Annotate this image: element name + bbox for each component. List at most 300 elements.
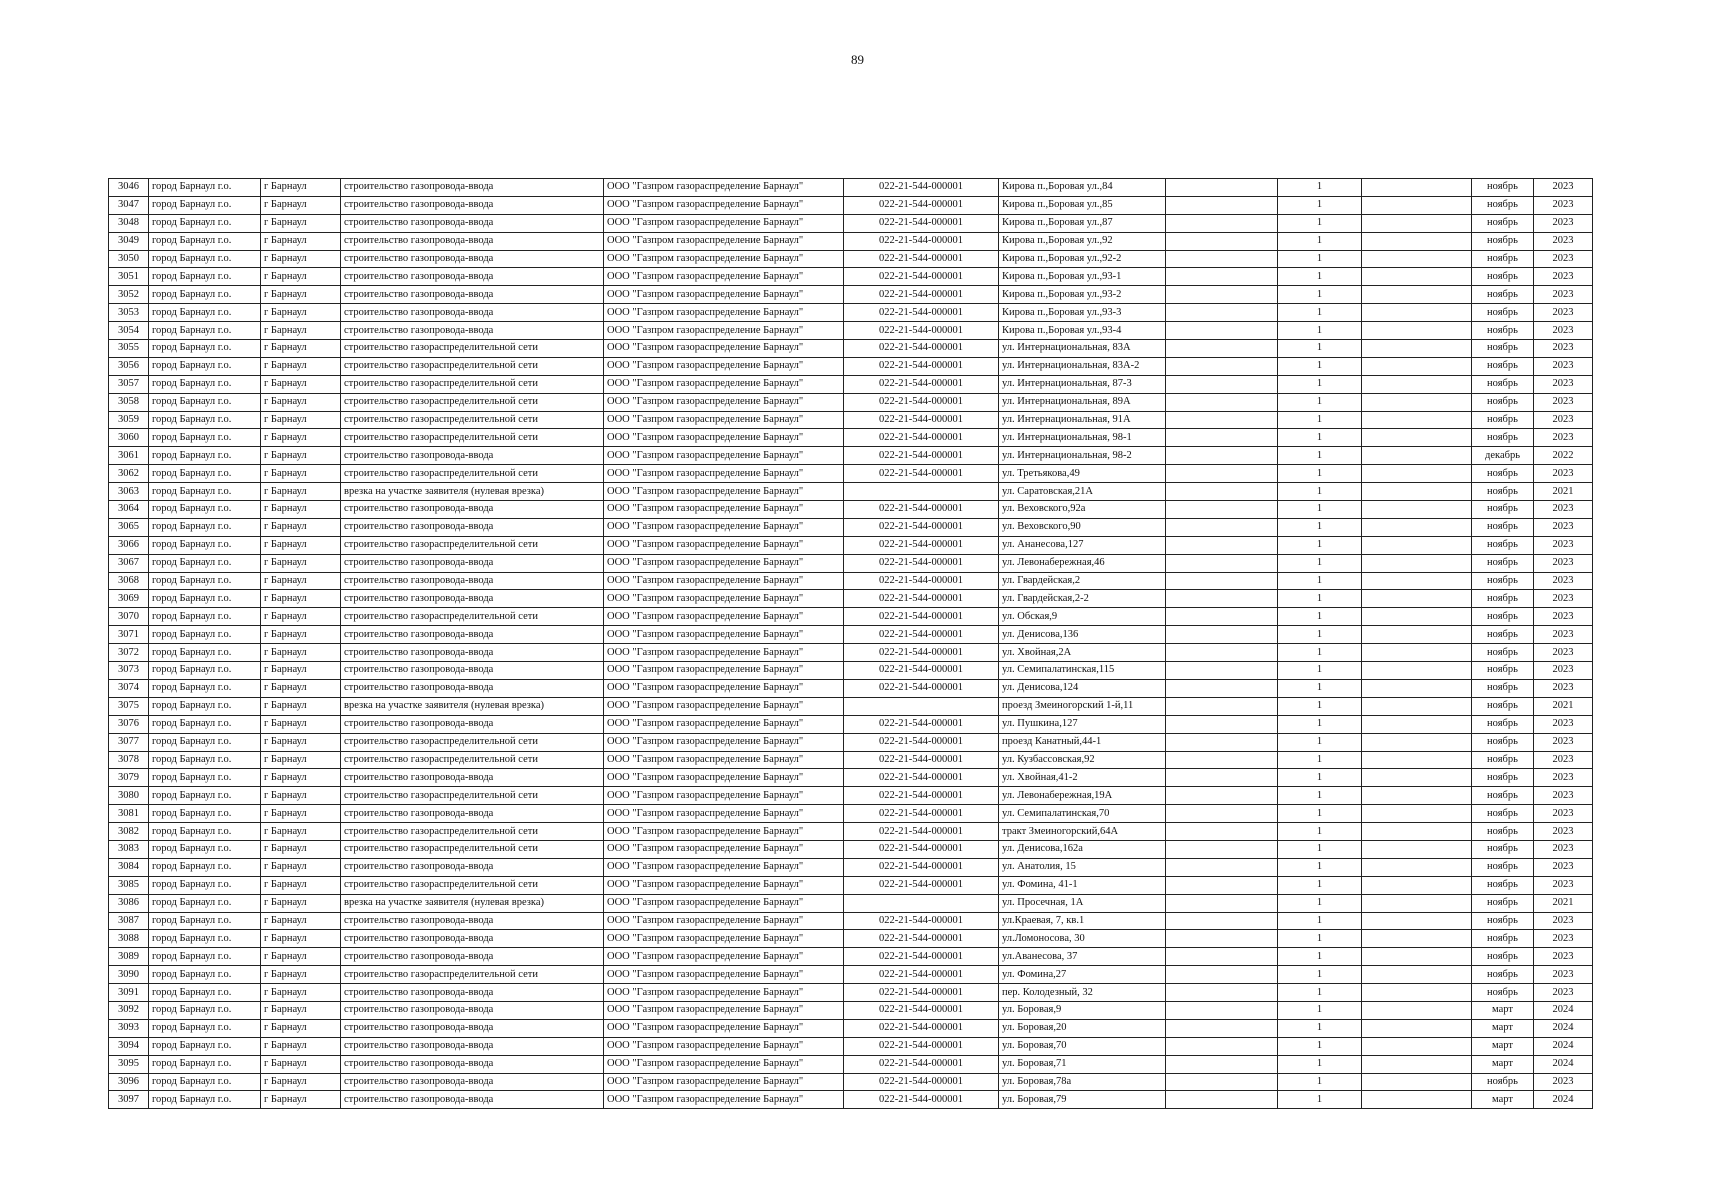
year-cell: 2023 [1534, 823, 1593, 841]
municipality-cell: город Барнаул г.о. [149, 1055, 261, 1073]
empty-col-2-cell [1362, 715, 1472, 733]
year-cell: 2023 [1534, 357, 1593, 375]
row-number-cell: 3048 [109, 214, 149, 232]
organization-cell: ООО "Газпром газораспределение Барнаул" [604, 268, 844, 286]
program-code-cell: 022-21-544-000001 [844, 1019, 999, 1037]
table-row [109, 805, 1593, 823]
address-cell: Кирова п.,Боровая ул.,92-2 [999, 250, 1166, 268]
year-cell: 2023 [1534, 286, 1593, 304]
program-code-cell: 022-21-544-000001 [844, 375, 999, 393]
program-code-cell: 022-21-544-000001 [844, 984, 999, 1002]
program-code-cell: 022-21-544-000001 [844, 340, 999, 358]
quantity-cell: 1 [1278, 984, 1362, 1002]
empty-col-2-cell [1362, 823, 1472, 841]
table-row [109, 357, 1593, 375]
month-cell: ноябрь [1472, 179, 1534, 197]
year-cell: 2023 [1534, 518, 1593, 536]
quantity-cell: 1 [1278, 357, 1362, 375]
settlement-cell: г Барнаул [261, 805, 341, 823]
municipality-cell: город Барнаул г.о. [149, 447, 261, 465]
address-cell: ул. Семипалатинская,115 [999, 662, 1166, 680]
row-number-cell: 3074 [109, 679, 149, 697]
quantity-cell: 1 [1278, 1091, 1362, 1109]
organization-cell: ООО "Газпром газораспределение Барнаул" [604, 679, 844, 697]
settlement-cell: г Барнаул [261, 286, 341, 304]
program-code-cell: 022-21-544-000001 [844, 268, 999, 286]
settlement-cell: г Барнаул [261, 966, 341, 984]
work-type-cell: строительство газораспределительной сети [341, 823, 604, 841]
settlement-cell: г Барнаул [261, 590, 341, 608]
quantity-cell: 1 [1278, 304, 1362, 322]
organization-cell: ООО "Газпром газораспределение Барнаул" [604, 966, 844, 984]
month-cell: ноябрь [1472, 787, 1534, 805]
month-cell: ноябрь [1472, 948, 1534, 966]
year-cell: 2023 [1534, 679, 1593, 697]
settlement-cell: г Барнаул [261, 679, 341, 697]
quantity-cell: 1 [1278, 608, 1362, 626]
quantity-cell: 1 [1278, 250, 1362, 268]
table-row [109, 840, 1593, 858]
empty-col-2-cell [1362, 590, 1472, 608]
work-type-cell: строительство газопровода-ввода [341, 662, 604, 680]
quantity-cell: 1 [1278, 501, 1362, 519]
empty-col-2-cell [1362, 876, 1472, 894]
month-cell: ноябрь [1472, 232, 1534, 250]
municipality-cell: город Барнаул г.о. [149, 1019, 261, 1037]
work-type-cell: строительство газораспределительной сети [341, 733, 604, 751]
year-cell: 2023 [1534, 196, 1593, 214]
program-code-cell: 022-21-544-000001 [844, 751, 999, 769]
page-number: 89 [851, 52, 864, 67]
year-cell: 2023 [1534, 411, 1593, 429]
address-cell: Кирова п.,Боровая ул.,85 [999, 196, 1166, 214]
organization-cell: ООО "Газпром газораспределение Барнаул" [604, 805, 844, 823]
address-cell: ул. Интернациональная, 89А [999, 393, 1166, 411]
settlement-cell: г Барнаул [261, 644, 341, 662]
organization-cell: ООО "Газпром газораспределение Барнаул" [604, 948, 844, 966]
settlement-cell: г Барнаул [261, 1073, 341, 1091]
municipality-cell: город Барнаул г.о. [149, 626, 261, 644]
table-row [109, 626, 1593, 644]
organization-cell: ООО "Газпром газораспределение Барнаул" [604, 823, 844, 841]
empty-col-cell [1166, 214, 1278, 232]
row-number-cell: 3046 [109, 179, 149, 197]
settlement-cell: г Барнаул [261, 751, 341, 769]
work-type-cell: строительство газопровода-ввода [341, 268, 604, 286]
empty-col-cell [1166, 679, 1278, 697]
municipality-cell: город Барнаул г.о. [149, 411, 261, 429]
empty-col-2-cell [1362, 858, 1472, 876]
row-number-cell: 3049 [109, 232, 149, 250]
row-number-cell: 3047 [109, 196, 149, 214]
row-number-cell: 3091 [109, 984, 149, 1002]
year-cell: 2023 [1534, 930, 1593, 948]
empty-col-2-cell [1362, 787, 1472, 805]
quantity-cell: 1 [1278, 1019, 1362, 1037]
organization-cell: ООО "Газпром газораспределение Барнаул" [604, 286, 844, 304]
organization-cell: ООО "Газпром газораспределение Барнаул" [604, 644, 844, 662]
settlement-cell: г Барнаул [261, 715, 341, 733]
program-code-cell: 022-21-544-000001 [844, 232, 999, 250]
empty-col-2-cell [1362, 948, 1472, 966]
empty-col-cell [1166, 411, 1278, 429]
settlement-cell: г Барнаул [261, 572, 341, 590]
quantity-cell: 1 [1278, 322, 1362, 340]
empty-col-2-cell [1362, 1091, 1472, 1109]
settlement-cell: г Барнаул [261, 340, 341, 358]
empty-col-cell [1166, 572, 1278, 590]
table-row [109, 644, 1593, 662]
program-code-cell: 022-21-544-000001 [844, 644, 999, 662]
work-type-cell: строительство газопровода-ввода [341, 286, 604, 304]
organization-cell: ООО "Газпром газораспределение Барнаул" [604, 232, 844, 250]
row-number-cell: 3078 [109, 751, 149, 769]
year-cell: 2023 [1534, 429, 1593, 447]
municipality-cell: город Барнаул г.о. [149, 1073, 261, 1091]
organization-cell: ООО "Газпром газораспределение Барнаул" [604, 608, 844, 626]
municipality-cell: город Барнаул г.о. [149, 536, 261, 554]
organization-cell: ООО "Газпром газораспределение Барнаул" [604, 214, 844, 232]
address-cell: ул. Ананесова,127 [999, 536, 1166, 554]
empty-col-cell [1166, 357, 1278, 375]
quantity-cell: 1 [1278, 268, 1362, 286]
month-cell: март [1472, 1055, 1534, 1073]
program-code-cell: 022-21-544-000001 [844, 501, 999, 519]
program-code-cell: 022-21-544-000001 [844, 876, 999, 894]
settlement-cell: г Барнаул [261, 662, 341, 680]
month-cell: ноябрь [1472, 536, 1534, 554]
program-code-cell: 022-21-544-000001 [844, 840, 999, 858]
empty-col-cell [1166, 554, 1278, 572]
quantity-cell: 1 [1278, 894, 1362, 912]
table-row [109, 1073, 1593, 1091]
organization-cell: ООО "Газпром газораспределение Барнаул" [604, 179, 844, 197]
quantity-cell: 1 [1278, 858, 1362, 876]
empty-col-cell [1166, 250, 1278, 268]
year-cell: 2023 [1534, 662, 1593, 680]
year-cell: 2021 [1534, 483, 1593, 501]
settlement-cell: г Барнаул [261, 840, 341, 858]
municipality-cell: город Барнаул г.о. [149, 679, 261, 697]
empty-col-cell [1166, 769, 1278, 787]
settlement-cell: г Барнаул [261, 608, 341, 626]
program-code-cell: 022-21-544-000001 [844, 733, 999, 751]
program-code-cell: 022-21-544-000001 [844, 1091, 999, 1109]
row-number-cell: 3077 [109, 733, 149, 751]
year-cell: 2023 [1534, 644, 1593, 662]
row-number-cell: 3060 [109, 429, 149, 447]
empty-col-2-cell [1362, 805, 1472, 823]
municipality-cell: город Барнаул г.о. [149, 340, 261, 358]
month-cell: ноябрь [1472, 930, 1534, 948]
year-cell: 2023 [1534, 250, 1593, 268]
settlement-cell: г Барнаул [261, 447, 341, 465]
program-code-cell: 022-21-544-000001 [844, 858, 999, 876]
year-cell: 2023 [1534, 787, 1593, 805]
quantity-cell: 1 [1278, 286, 1362, 304]
address-cell: ул. Хвойная,2А [999, 644, 1166, 662]
quantity-cell: 1 [1278, 769, 1362, 787]
address-cell: ул. Интернациональная, 98-1 [999, 429, 1166, 447]
work-type-cell: строительство газораспределительной сети [341, 411, 604, 429]
municipality-cell: город Барнаул г.о. [149, 250, 261, 268]
year-cell: 2023 [1534, 912, 1593, 930]
quantity-cell: 1 [1278, 179, 1362, 197]
organization-cell: ООО "Газпром газораспределение Барнаул" [604, 626, 844, 644]
empty-col-2-cell [1362, 214, 1472, 232]
year-cell: 2023 [1534, 805, 1593, 823]
address-cell: ул. Кузбассовская,92 [999, 751, 1166, 769]
month-cell: ноябрь [1472, 196, 1534, 214]
empty-col-cell [1166, 858, 1278, 876]
municipality-cell: город Барнаул г.о. [149, 912, 261, 930]
empty-col-cell [1166, 608, 1278, 626]
row-number-cell: 3075 [109, 697, 149, 715]
row-number-cell: 3080 [109, 787, 149, 805]
empty-col-cell [1166, 912, 1278, 930]
address-cell: ул. Гвардейская,2 [999, 572, 1166, 590]
month-cell: ноябрь [1472, 268, 1534, 286]
row-number-cell: 3051 [109, 268, 149, 286]
year-cell: 2023 [1534, 501, 1593, 519]
month-cell: декабрь [1472, 447, 1534, 465]
settlement-cell: г Барнаул [261, 894, 341, 912]
municipality-cell: город Барнаул г.о. [149, 751, 261, 769]
row-number-cell: 3070 [109, 608, 149, 626]
quantity-cell: 1 [1278, 429, 1362, 447]
program-code-cell: 022-21-544-000001 [844, 590, 999, 608]
table-row [109, 751, 1593, 769]
settlement-cell: г Барнаул [261, 930, 341, 948]
municipality-cell: город Барнаул г.о. [149, 823, 261, 841]
empty-col-cell [1166, 751, 1278, 769]
quantity-cell: 1 [1278, 787, 1362, 805]
empty-col-cell [1166, 590, 1278, 608]
empty-col-cell [1166, 501, 1278, 519]
year-cell: 2021 [1534, 697, 1593, 715]
empty-col-cell [1166, 340, 1278, 358]
settlement-cell: г Барнаул [261, 787, 341, 805]
organization-cell: ООО "Газпром газораспределение Барнаул" [604, 662, 844, 680]
month-cell: ноябрь [1472, 1073, 1534, 1091]
settlement-cell: г Барнаул [261, 465, 341, 483]
organization-cell: ООО "Газпром газораспределение Барнаул" [604, 858, 844, 876]
settlement-cell: г Барнаул [261, 232, 341, 250]
settlement-cell: г Барнаул [261, 429, 341, 447]
row-number-cell: 3068 [109, 572, 149, 590]
work-type-cell: строительство газораспределительной сети [341, 840, 604, 858]
year-cell: 2023 [1534, 340, 1593, 358]
settlement-cell: г Барнаул [261, 1055, 341, 1073]
month-cell: март [1472, 1001, 1534, 1019]
address-cell: ул. Анатолия, 15 [999, 858, 1166, 876]
work-type-cell: строительство газопровода-ввода [341, 179, 604, 197]
settlement-cell: г Барнаул [261, 912, 341, 930]
quantity-cell: 1 [1278, 644, 1362, 662]
empty-col-2-cell [1362, 751, 1472, 769]
municipality-cell: город Барнаул г.о. [149, 572, 261, 590]
organization-cell: ООО "Газпром газораспределение Барнаул" [604, 572, 844, 590]
year-cell: 2023 [1534, 572, 1593, 590]
work-type-cell: строительство газопровода-ввода [341, 805, 604, 823]
table-row [109, 787, 1593, 805]
empty-col-cell [1166, 518, 1278, 536]
work-type-cell: строительство газораспределительной сети [341, 787, 604, 805]
table-row [109, 411, 1593, 429]
address-cell: ул. Интернациональная, 87-3 [999, 375, 1166, 393]
month-cell: ноябрь [1472, 823, 1534, 841]
municipality-cell: город Барнаул г.о. [149, 787, 261, 805]
month-cell: ноябрь [1472, 876, 1534, 894]
row-number-cell: 3062 [109, 465, 149, 483]
program-code-cell [844, 894, 999, 912]
row-number-cell: 3071 [109, 626, 149, 644]
month-cell: март [1472, 1037, 1534, 1055]
table-row [109, 536, 1593, 554]
empty-col-cell [1166, 179, 1278, 197]
settlement-cell: г Барнаул [261, 375, 341, 393]
row-number-cell: 3065 [109, 518, 149, 536]
work-type-cell: строительство газопровода-ввода [341, 679, 604, 697]
municipality-cell: город Барнаул г.о. [149, 1037, 261, 1055]
month-cell: ноябрь [1472, 697, 1534, 715]
work-type-cell: строительство газопровода-ввода [341, 304, 604, 322]
municipality-cell: город Барнаул г.о. [149, 805, 261, 823]
table-row [109, 697, 1593, 715]
settlement-cell: г Барнаул [261, 483, 341, 501]
program-code-cell: 022-21-544-000001 [844, 196, 999, 214]
work-type-cell: строительство газораспределительной сети [341, 536, 604, 554]
year-cell: 2024 [1534, 1001, 1593, 1019]
row-number-cell: 3054 [109, 322, 149, 340]
table-row [109, 1019, 1593, 1037]
quantity-cell: 1 [1278, 536, 1362, 554]
month-cell: ноябрь [1472, 572, 1534, 590]
empty-col-2-cell [1362, 357, 1472, 375]
empty-col-2-cell [1362, 286, 1472, 304]
empty-col-cell [1166, 876, 1278, 894]
month-cell: ноябрь [1472, 322, 1534, 340]
work-type-cell: строительство газопровода-ввода [341, 1019, 604, 1037]
empty-col-2-cell [1362, 429, 1472, 447]
row-number-cell: 3085 [109, 876, 149, 894]
year-cell: 2023 [1534, 232, 1593, 250]
municipality-cell: город Барнаул г.о. [149, 930, 261, 948]
empty-col-cell [1166, 984, 1278, 1002]
month-cell: ноябрь [1472, 984, 1534, 1002]
empty-col-2-cell [1362, 411, 1472, 429]
year-cell: 2023 [1534, 304, 1593, 322]
address-cell: ул. Пушкина,127 [999, 715, 1166, 733]
municipality-cell: город Барнаул г.о. [149, 501, 261, 519]
work-type-cell: строительство газораспределительной сети [341, 429, 604, 447]
month-cell: ноябрь [1472, 340, 1534, 358]
year-cell: 2023 [1534, 733, 1593, 751]
empty-col-2-cell [1362, 179, 1472, 197]
program-code-cell: 022-21-544-000001 [844, 250, 999, 268]
settlement-cell: г Барнаул [261, 1019, 341, 1037]
empty-col-2-cell [1362, 894, 1472, 912]
month-cell: ноябрь [1472, 554, 1534, 572]
quantity-cell: 1 [1278, 912, 1362, 930]
empty-col-cell [1166, 948, 1278, 966]
row-number-cell: 3096 [109, 1073, 149, 1091]
municipality-cell: город Барнаул г.о. [149, 608, 261, 626]
table-row [109, 286, 1593, 304]
empty-col-cell [1166, 733, 1278, 751]
row-number-cell: 3082 [109, 823, 149, 841]
settlement-cell: г Барнаул [261, 268, 341, 286]
address-cell: ул. Фомина, 41-1 [999, 876, 1166, 894]
year-cell: 2023 [1534, 268, 1593, 286]
table-row [109, 662, 1593, 680]
table-row [109, 518, 1593, 536]
work-type-cell: строительство газопровода-ввода [341, 518, 604, 536]
address-cell: ул.Краевая, 7, кв.1 [999, 912, 1166, 930]
quantity-cell: 1 [1278, 554, 1362, 572]
address-cell: ул. Левонабережная,46 [999, 554, 1166, 572]
year-cell: 2023 [1534, 536, 1593, 554]
table-row [109, 715, 1593, 733]
empty-col-2-cell [1362, 608, 1472, 626]
organization-cell: ООО "Газпром газораспределение Барнаул" [604, 1001, 844, 1019]
empty-col-2-cell [1362, 322, 1472, 340]
empty-col-cell [1166, 966, 1278, 984]
empty-col-cell [1166, 715, 1278, 733]
organization-cell: ООО "Газпром газораспределение Барнаул" [604, 840, 844, 858]
municipality-cell: город Барнаул г.о. [149, 966, 261, 984]
settlement-cell: г Барнаул [261, 304, 341, 322]
quantity-cell: 1 [1278, 805, 1362, 823]
work-type-cell: строительство газопровода-ввода [341, 715, 604, 733]
organization-cell: ООО "Газпром газораспределение Барнаул" [604, 1019, 844, 1037]
quantity-cell: 1 [1278, 1055, 1362, 1073]
empty-col-2-cell [1362, 1055, 1472, 1073]
table-row [109, 554, 1593, 572]
empty-col-cell [1166, 626, 1278, 644]
row-number-cell: 3067 [109, 554, 149, 572]
quantity-cell: 1 [1278, 751, 1362, 769]
organization-cell: ООО "Газпром газораспределение Барнаул" [604, 912, 844, 930]
table-row [109, 966, 1593, 984]
organization-cell: ООО "Газпром газораспределение Барнаул" [604, 501, 844, 519]
municipality-cell: город Барнаул г.о. [149, 518, 261, 536]
municipality-cell: город Барнаул г.о. [149, 286, 261, 304]
quantity-cell: 1 [1278, 340, 1362, 358]
row-number-cell: 3092 [109, 1001, 149, 1019]
table-row [109, 948, 1593, 966]
month-cell: ноябрь [1472, 733, 1534, 751]
month-cell: март [1472, 1019, 1534, 1037]
row-number-cell: 3053 [109, 304, 149, 322]
month-cell: ноябрь [1472, 590, 1534, 608]
municipality-cell: город Барнаул г.о. [149, 268, 261, 286]
empty-col-2-cell [1362, 250, 1472, 268]
month-cell: ноябрь [1472, 966, 1534, 984]
empty-col-2-cell [1362, 662, 1472, 680]
address-cell: Кирова п.,Боровая ул.,93-4 [999, 322, 1166, 340]
empty-col-cell [1166, 1073, 1278, 1091]
address-cell: ул. Интернациональная, 83А-2 [999, 357, 1166, 375]
program-code-cell: 022-21-544-000001 [844, 769, 999, 787]
program-code-cell: 022-21-544-000001 [844, 679, 999, 697]
row-number-cell: 3063 [109, 483, 149, 501]
program-code-cell: 022-21-544-000001 [844, 715, 999, 733]
work-type-cell: строительство газопровода-ввода [341, 930, 604, 948]
year-cell: 2024 [1534, 1091, 1593, 1109]
empty-col-cell [1166, 429, 1278, 447]
settlement-cell: г Барнаул [261, 823, 341, 841]
